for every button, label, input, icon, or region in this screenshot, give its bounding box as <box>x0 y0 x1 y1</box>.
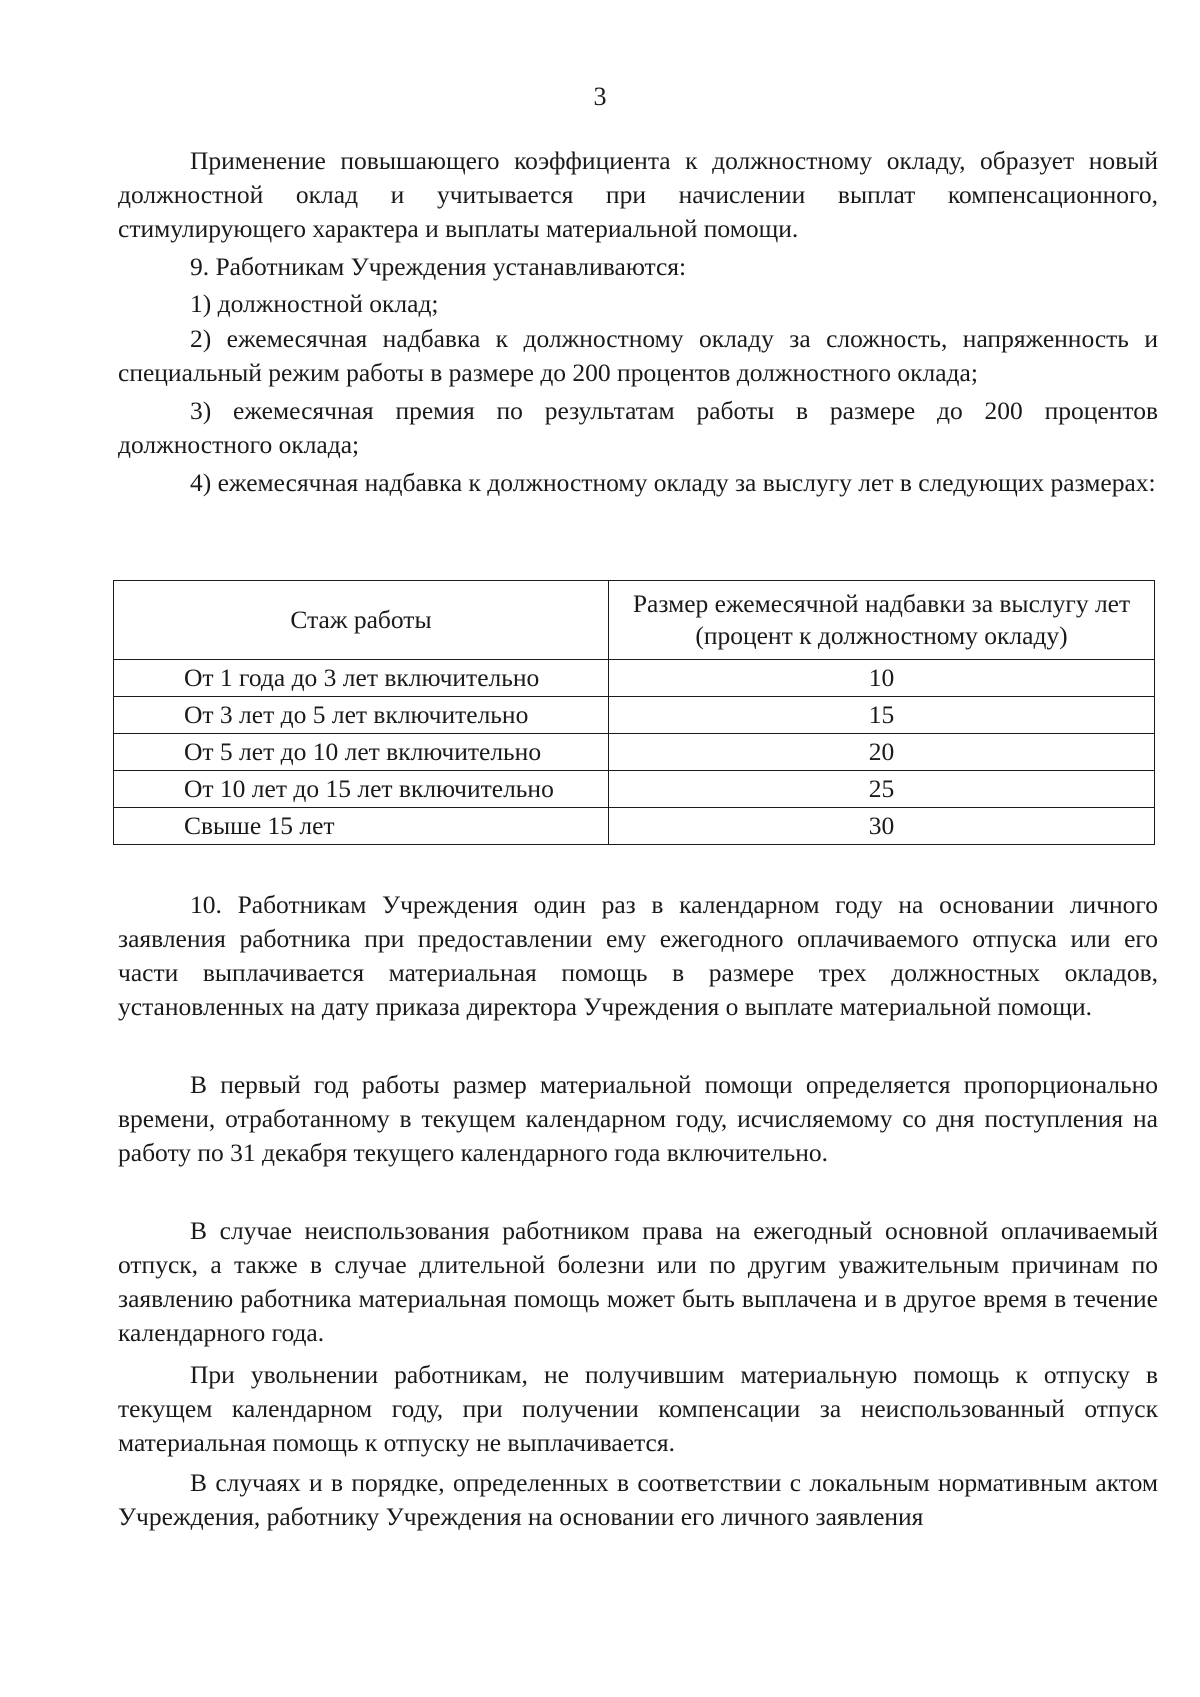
clause-10-paragraph-4: При увольнении работникам, не получившим материальную помощь к отпуску в текущем календарном году, при получении компенсации за неиспользованный отпуск материальная помощь к отпуску не выплачивается. <box>118 1360 1158 1457</box>
table-row <box>114 734 1155 771</box>
clause-9-item-3: 3) ежемесячная премия по результатам работы в размере до 200 процентов должностного оклада; <box>118 396 1158 459</box>
row-experience: От 5 лет до 10 лет включительно <box>114 734 609 771</box>
table-row <box>114 697 1155 734</box>
clause-10-paragraph-5: В случаях и в порядке, определенных в соответствии с локальным нормативным актом Учреждения, работнику Учреждения на основании его личного заявления <box>118 1468 1158 1531</box>
row-percent: 20 <box>609 734 1155 771</box>
intro-paragraph: Применение повышающего коэффициента к должностному окладу, образует новый должностной оклад и учитывается при начислении выплат компенсационного, стимулирующего характера и выплаты материальной помощи. <box>118 146 1158 243</box>
clause-9-heading: 9. Работникам Учреждения устанавливаются: <box>190 252 687 281</box>
row-percent: 15 <box>609 697 1155 734</box>
row-experience: Свыше 15 лет <box>114 808 609 845</box>
row-percent: 30 <box>609 808 1155 845</box>
row-percent: 10 <box>609 660 1155 697</box>
clause-10-paragraph-1: 10. Работникам Учреждения один раз в календарном году на основании личного заявления работника при предоставлении ему ежегодного оплачиваемого отпуска или его части выплачивается материальная помощь в размере трех должностных окладов, установленных на дату приказа директора Учреждения о выплате материальной помощи. <box>118 890 1158 1021</box>
table-row <box>114 808 1155 845</box>
seniority-bonus-table <box>113 580 1155 845</box>
clause-10-paragraph-3: В случае неиспользования работником права на ежегодный основной оплачиваемый отпуск, а также в случае длительной болезни или по другим уважительным причинам по заявлению работника материальная помощь может быть выплачена и в другое время в течение календарного года. <box>118 1216 1158 1347</box>
clause-9-item-4: 4) ежемесячная надбавка к должностному окладу за выслугу лет в следующих размерах: <box>190 468 1156 497</box>
table-row <box>114 660 1155 697</box>
row-experience: От 10 лет до 15 лет включительно <box>114 771 609 808</box>
header-bonus-percent: Размер ежемесячной надбавки за выслугу лет (процент к должностному окладу) <box>609 581 1155 660</box>
row-experience: От 3 лет до 5 лет включительно <box>114 697 609 734</box>
row-percent: 25 <box>609 771 1155 808</box>
table-row <box>114 771 1155 808</box>
page-number: 3 <box>593 82 607 111</box>
clause-9-item-1: 1) должностной оклад; <box>190 289 439 318</box>
row-experience: От 1 года до 3 лет включительно <box>114 660 609 697</box>
header-experience: Стаж работы <box>114 581 609 660</box>
table-header-row <box>114 581 1155 660</box>
clause-9-item-2: 2) ежемесячная надбавка к должностному окладу за сложность, напряженность и специальный режим работы в размере до 200 процентов должностного оклада; <box>118 324 1158 387</box>
clause-10-paragraph-2: В первый год работы размер материальной помощи определяется пропорционально времени, отработанному в текущем календарном году, исчисляемому со дня поступления на работу по 31 декабря текущего календарного года включительно. <box>118 1070 1158 1167</box>
